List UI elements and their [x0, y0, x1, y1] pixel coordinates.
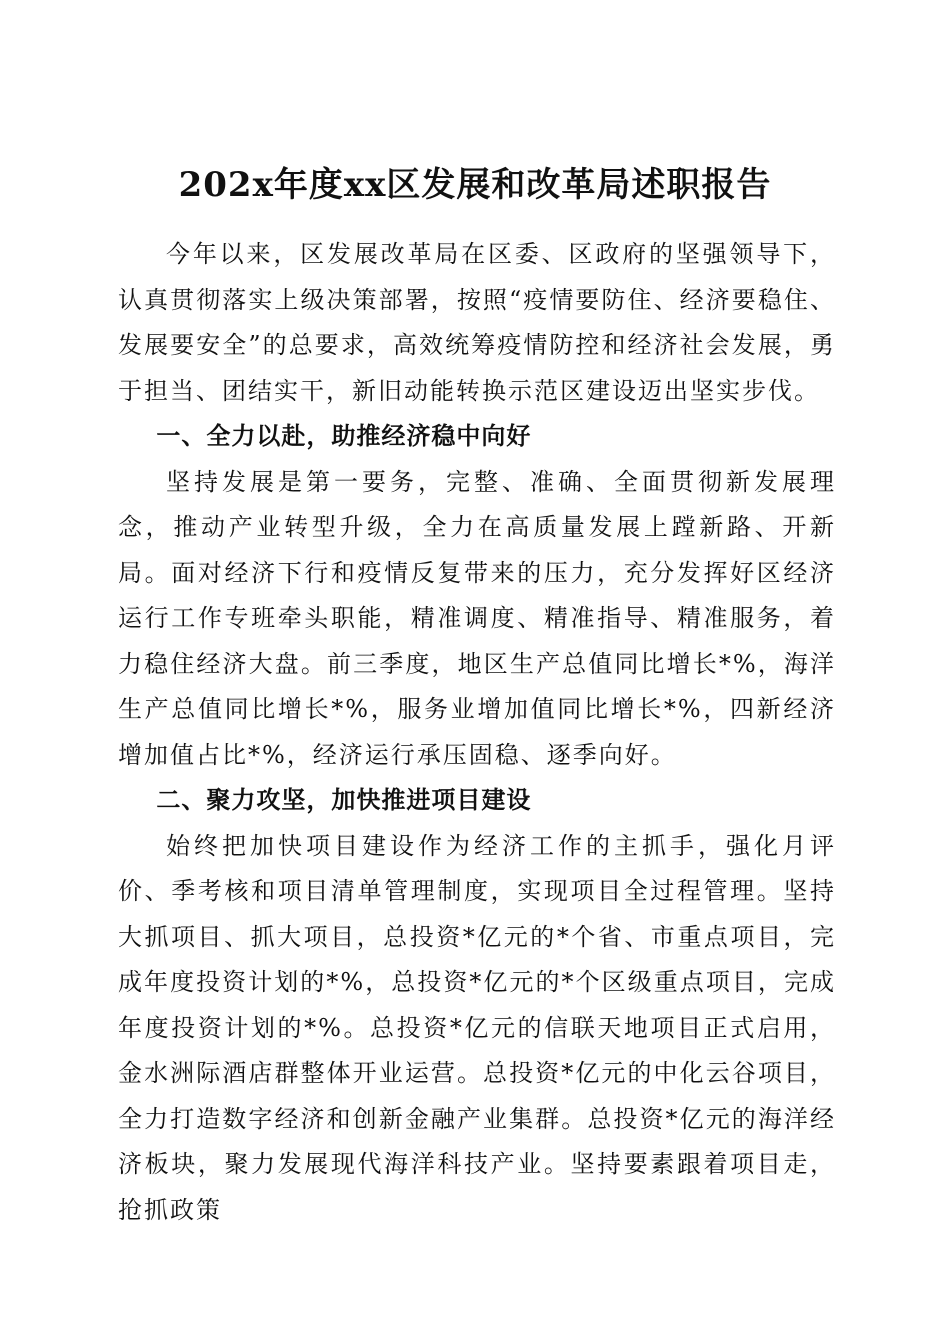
- section-2-paragraph: 始终把加快项目建设作为经济工作的主抓手，强化月评价、季考核和项目清单管理制度，实现项目全过程管理。坚持大抓项目、抓大项目，总投资*亿元的*个省、市重点项目，完成年度投资计划的*%，总投资*亿元的*个区级重点项目，完成年度投资计划的*%。总投资*亿元的信联天地项目正式启用，金水洲际酒店群整体开业运营。总投资*亿元的中化云谷项目，全力打造数字经济和创新金融产业集群。总投资*亿元的海洋经济板块，聚力发展现代海洋科技产业。坚持要素跟着项目走，抢抓政策: [118, 831, 836, 1224]
- intro-paragraph: 今年以来，区发展改革局在区委、区政府的坚强领导下，认真贯彻落实上级决策部署，按照“疫情要防住、经济要稳住、发展要安全”的总要求，高效统筹疫情防控和经济社会发展，勇于担当、团结实干，新旧动能转换示范区建设迈出坚实步伐。: [118, 240, 836, 405]
- section-1-heading: 一、全力以赴，助推经济稳中向好: [156, 422, 532, 450]
- section-2-heading: 二、聚力攻坚，加快推进项目建设: [156, 786, 532, 814]
- section-1-paragraph: 坚持发展是第一要务，完整、准确、全面贯彻新发展理念，推动产业转型升级，全力在高质量发展上蹚新路、开新局。面对经济下行和疫情反复带来的压力，充分发挥好区经济运行工作专班牵头职能，精准调度、精准指导、精准服务，着力稳住经济大盘。前三季度，地区生产总值同比增长*%，海洋生产总值同比增长*%，服务业增加值同比增长*%，四新经济增加值占比*%，经济运行承压固稳、逐季向好。: [118, 467, 836, 769]
- document-title: 202x年度xx区发展和改革局述职报告: [178, 164, 772, 205]
- document-body: [118, 232, 836, 1233]
